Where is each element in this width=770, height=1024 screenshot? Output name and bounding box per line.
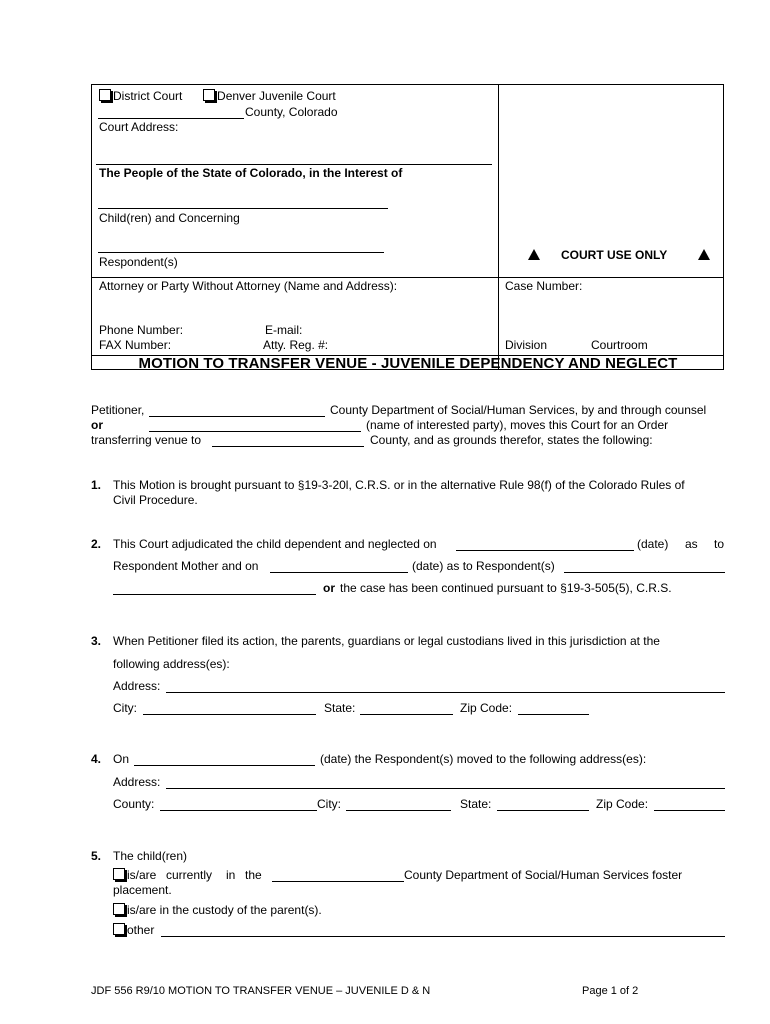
court-address-blank[interactable] xyxy=(96,164,492,165)
item-2-or: or xyxy=(323,581,335,595)
foster-option xyxy=(113,868,156,882)
item-1-number: 1. xyxy=(91,478,102,492)
item-2-text-c: (date) as to Respondent(s) xyxy=(412,559,555,573)
item-4-city-blank[interactable] xyxy=(346,810,451,811)
item-3-address-blank[interactable] xyxy=(166,692,725,693)
case-number-label: Case Number: xyxy=(505,279,583,293)
district-court-label: District Court xyxy=(113,89,183,103)
triangle-right-icon xyxy=(698,249,710,263)
item-4-county-blank[interactable] xyxy=(160,810,317,811)
custody-checkbox[interactable] xyxy=(113,903,125,915)
adjudication-date-blank[interactable] xyxy=(456,550,634,551)
footer-page-number: Page 1 of 2 xyxy=(582,985,639,997)
item-2-text-b: Respondent Mother and on xyxy=(113,559,259,573)
children-label: Child(ren) and Concerning xyxy=(99,211,240,225)
court-use-only: COURT USE ONLY xyxy=(561,248,668,262)
item-4-zip-blank[interactable] xyxy=(654,810,725,811)
caption-box xyxy=(91,84,724,370)
item-1-line2: Civil Procedure. xyxy=(113,493,198,507)
footer-form-id: JDF 556 R9/10 MOTION TO TRANSFER VENUE – JUVENILE D & N xyxy=(91,985,431,997)
courtroom-label: Courtroom xyxy=(591,338,648,352)
petitioner-county-blank[interactable] xyxy=(149,416,325,417)
item-3-zip-label: Zip Code: xyxy=(460,701,513,715)
item-4-address-blank[interactable] xyxy=(166,788,725,789)
triangle-left-icon xyxy=(528,249,540,263)
respondents-label: Respondent(s) xyxy=(99,255,178,269)
item-4-state-label: State: xyxy=(460,797,492,811)
fax-label: FAX Number: xyxy=(99,338,172,352)
division-label: Division xyxy=(505,338,548,352)
item-3-city-label: City: xyxy=(113,701,137,715)
interested-party-text: (name of interested party), moves this Court for an Order xyxy=(366,418,669,432)
transfer-county-blank[interactable] xyxy=(212,446,364,447)
item-2-date-word: (date) xyxy=(637,537,669,551)
court-type-row xyxy=(99,89,336,103)
foster-is-are: is/are xyxy=(127,868,157,882)
denver-juvenile-checkbox[interactable] xyxy=(203,89,215,101)
other-checkbox[interactable] xyxy=(113,923,125,935)
grounds-text: County, and as grounds therefor, states the following: xyxy=(370,433,653,447)
item-5-intro: The child(ren) xyxy=(113,849,188,863)
phone-label: Phone Number: xyxy=(99,323,184,337)
item-4-text: (date) the Respondent(s) moved to the following address(es): xyxy=(320,752,647,766)
court-address-label: Court Address: xyxy=(99,120,179,134)
item-3-line2: following address(es): xyxy=(113,657,230,671)
item-2-to-word: to xyxy=(714,537,725,551)
people-line: The People of the State of Colorado, in the Interest of xyxy=(99,166,403,180)
respondents-blank[interactable] xyxy=(98,252,384,253)
denver-juvenile-label: Denver Juvenile Court xyxy=(217,89,336,103)
item-4-address-label: Address: xyxy=(113,775,161,789)
respondents-date-blank[interactable] xyxy=(564,572,725,573)
item-3-line1: When Petitioner filed its action, the parents, guardians or legal custodians lived in this jurisdiction at the xyxy=(113,634,660,648)
foster-currently: currently xyxy=(166,868,213,882)
item-4-number: 4. xyxy=(91,752,102,766)
item-3-zip-blank[interactable] xyxy=(518,714,589,715)
item-4-on: On xyxy=(113,752,130,766)
foster-in: in xyxy=(226,868,236,882)
item-2-number: 2. xyxy=(91,537,102,551)
email-label: E-mail: xyxy=(265,323,303,337)
atty-reg-label: Atty. Reg. #: xyxy=(263,338,329,352)
foster-placement: placement. xyxy=(113,883,172,897)
continued-blank[interactable] xyxy=(113,594,316,595)
interested-party-blank[interactable] xyxy=(149,431,361,432)
item-3-state-label: State: xyxy=(324,701,356,715)
foster-checkbox[interactable] xyxy=(113,868,125,880)
item-1-line1: This Motion is brought pursuant to §19-3-20l, C.R.S. or in the alternative Rule 98(f) of the Colorado Rules of xyxy=(113,478,685,492)
item-2-as-word: as xyxy=(685,537,698,551)
other-blank[interactable] xyxy=(161,936,725,937)
custody-option xyxy=(113,903,322,917)
other-option xyxy=(113,923,154,937)
foster-the: the xyxy=(245,868,262,882)
item-3-address-label: Address: xyxy=(113,679,161,693)
item-4-county-label: County: xyxy=(113,797,155,811)
attorney-label: Attorney or Party Without Attorney (Name and Address): xyxy=(99,279,398,293)
document-title: MOTION TO TRANSFER VENUE - JUVENILE DEPENDENCY AND NEGLECT xyxy=(138,355,678,372)
item-5-number: 5. xyxy=(91,849,102,863)
county-blank[interactable] xyxy=(98,118,244,119)
district-court-checkbox[interactable] xyxy=(99,89,111,101)
item-2-text-a: This Court adjudicated the child dependent and neglected on xyxy=(113,537,437,551)
item-4-city-label: City: xyxy=(317,797,341,811)
other-label: other xyxy=(127,923,155,937)
item-4-state-blank[interactable] xyxy=(497,810,589,811)
item-4-zip-label: Zip Code: xyxy=(596,797,649,811)
custody-label: is/are in the custody of the parent(s). xyxy=(127,903,322,917)
county-dept-text: County Department of Social/Human Services, by and through counsel xyxy=(330,403,707,417)
item-4-date-blank[interactable] xyxy=(134,765,315,766)
item-3-city-blank[interactable] xyxy=(143,714,316,715)
mother-date-blank[interactable] xyxy=(270,572,408,573)
foster-county-blank[interactable] xyxy=(272,881,404,882)
children-blank[interactable] xyxy=(98,208,388,209)
foster-dept-text: County Department of Social/Human Services foster xyxy=(404,868,683,882)
caption-divider xyxy=(498,85,499,369)
item-3-number: 3. xyxy=(91,634,102,648)
item-2-text-d: the case has been continued pursuant to §19-3-505(5), C.R.S. xyxy=(340,581,672,595)
or-word: or xyxy=(91,418,103,432)
item-3-state-blank[interactable] xyxy=(360,714,453,715)
caption-hline-attorney xyxy=(92,277,723,278)
county-suffix: County, Colorado xyxy=(245,105,338,119)
transferring-label: transferring venue to xyxy=(91,433,202,447)
petitioner-label: Petitioner, xyxy=(91,403,145,417)
